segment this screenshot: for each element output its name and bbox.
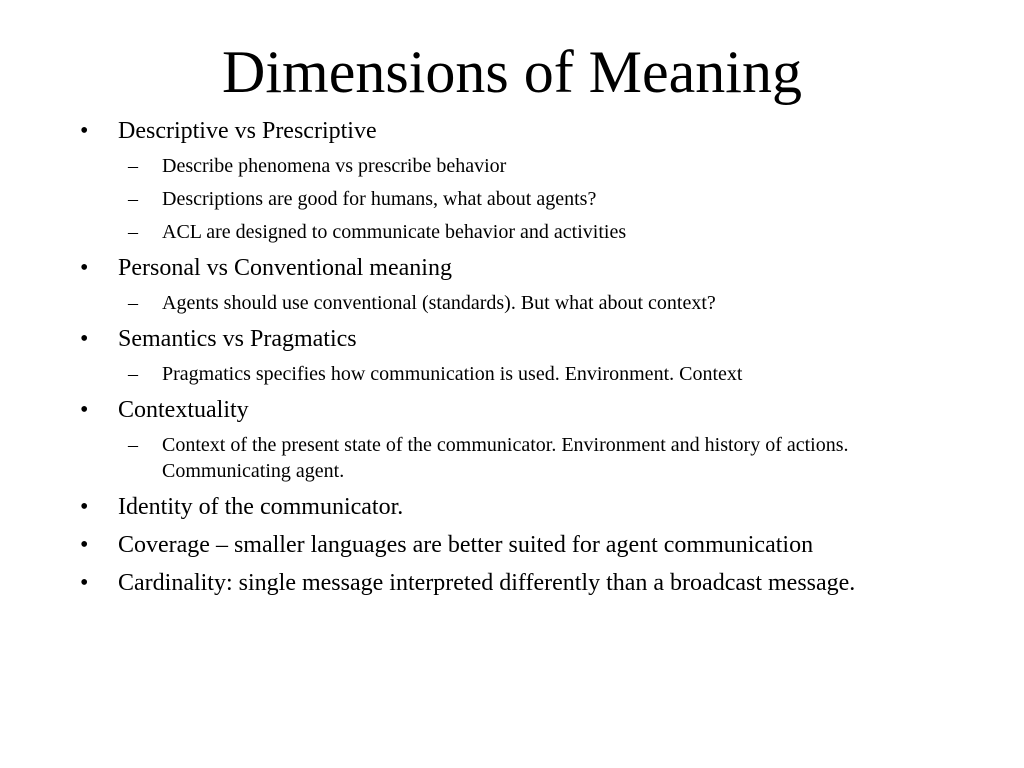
sub-bullet-text: Agents should use conventional (standards). But what about context? <box>162 292 716 314</box>
bullet-marker: • <box>80 494 89 520</box>
bullet-text: Semantics vs Pragmatics <box>118 326 357 352</box>
bullet-text: Contextuality <box>118 397 249 423</box>
sub-bullet-item <box>76 361 956 387</box>
sub-bullet-item <box>76 186 956 212</box>
sub-bullet-item <box>76 219 956 245</box>
bullet-text: Coverage – smaller languages are better suited for agent communication <box>118 532 814 558</box>
sub-bullet-text: Pragmatics specifies how communication is used. Environment. Context <box>162 363 743 385</box>
bullet-text: Identity of the communicator. <box>118 494 404 520</box>
bullet-text: Descriptive vs Prescriptive <box>118 118 377 144</box>
sub-bullet-item <box>76 432 956 484</box>
bullet-item <box>76 568 956 598</box>
sub-bullet-text: Context of the present state of the communicator. Environment and history of actions. Communicating agent. <box>162 434 849 482</box>
bullet-item <box>76 530 956 560</box>
bullet-text: Personal vs Conventional meaning <box>118 255 452 281</box>
sub-bullet-marker: – <box>128 363 138 385</box>
bullet-marker: • <box>80 570 89 596</box>
slide-title: Dimensions of Meaning <box>222 39 802 105</box>
bullet-marker: • <box>80 326 89 352</box>
bullet-item <box>76 395 956 484</box>
sub-bullet-item <box>76 290 956 316</box>
bullet-item <box>76 253 956 316</box>
sub-bullet-marker: – <box>128 155 138 177</box>
bullet-marker: • <box>80 532 89 558</box>
bullet-item <box>76 116 956 245</box>
bullet-marker: • <box>80 255 89 281</box>
bullet-marker: • <box>80 397 89 423</box>
bullet-item <box>76 324 956 387</box>
sub-bullet-text: ACL are designed to communicate behavior and activities <box>162 221 627 243</box>
bullet-item <box>76 492 956 522</box>
sub-bullet-marker: – <box>128 188 138 210</box>
sub-bullet-marker: – <box>128 434 138 456</box>
sub-bullet-marker: – <box>128 292 138 314</box>
bullet-marker: • <box>80 118 89 144</box>
sub-bullet-text: Descriptions are good for humans, what about agents? <box>162 188 597 210</box>
sub-bullet-item <box>76 153 956 179</box>
sub-bullet-text: Describe phenomena vs prescribe behavior <box>162 155 507 177</box>
bullet-text: Cardinality: single message interpreted differently than a broadcast message. <box>118 570 856 596</box>
sub-bullet-marker: – <box>128 221 138 243</box>
bullet-list <box>76 116 956 598</box>
